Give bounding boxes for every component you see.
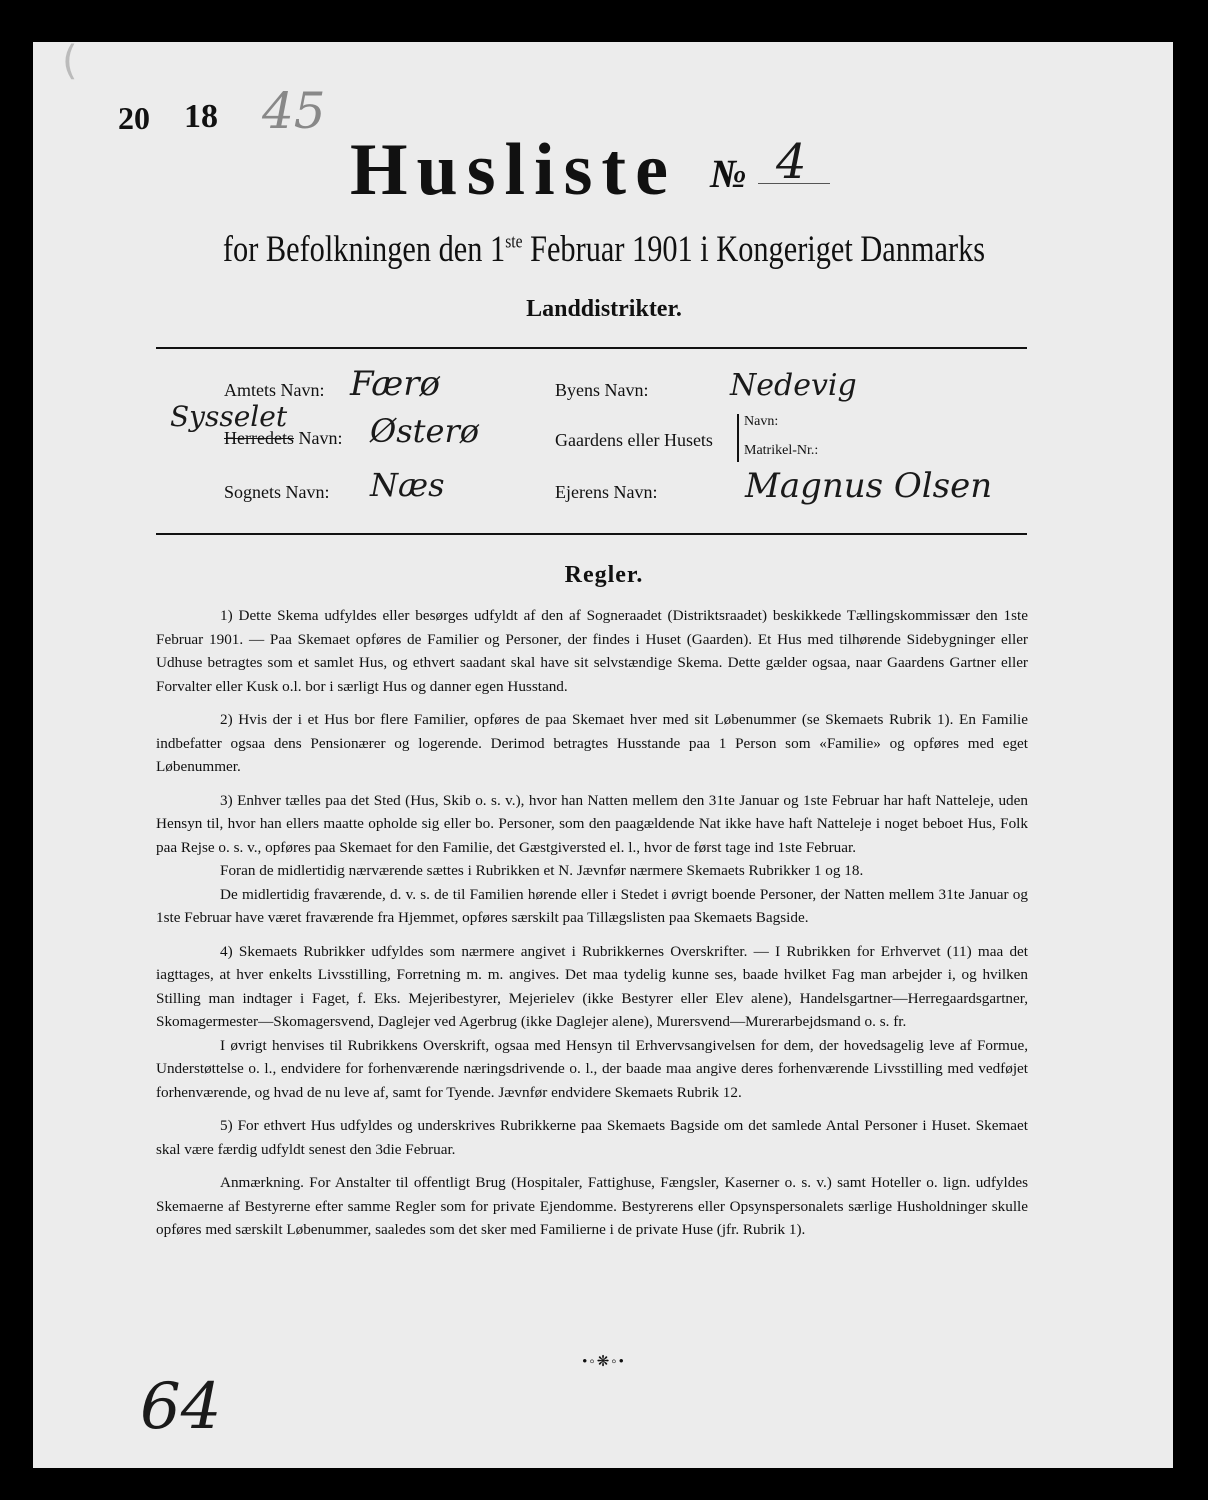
rules-title: Regler. xyxy=(564,562,644,588)
number-value: 4 xyxy=(776,134,807,190)
amt-label: Amtets Navn: xyxy=(224,380,325,400)
number-underline xyxy=(758,183,830,184)
by-value: Nedevig xyxy=(730,368,857,403)
form-number: 18 xyxy=(184,98,218,135)
sogn-label: Sognets Navn: xyxy=(224,482,330,502)
herred-value: Østerø xyxy=(370,412,480,450)
handwritten-number: 45 xyxy=(262,82,326,140)
divider-top xyxy=(156,347,1027,349)
ejer-label: Ejerens Navn: xyxy=(555,482,658,502)
form-number-prefix: 20 xyxy=(118,100,150,136)
rule-paragraph: 2) Hvis der i et Hus bor flere Familier, opføres de paa Skemaet hver med sit Løbenummer (se Skemaets Rubrik 1). En Familie indbefatter ogsaa dens Pensionærer og logerende. Derimod betragtes Husstande paa 1 Person som «Familie» og opføres med eget Løbenummer. xyxy=(156,711,1028,775)
rule-paragraph: 4) Skemaets Rubrikker udfyldes som nærmere angivet i Rubrikkernes Overskrifter. — I Rubrikken for Erhvervet (11) maa det iagttages, at hver enkelts Livsstilling, Forretning m. m. angives. Det maa tydelig kunne ses, baade hvilket Fag man arbejder i, og hvilken Stilling man indtager i Faget, f. Eks. Mejeribestyrer, Mejerielev (ikke Bestyrer eller Elev alene), Handelsgartner—Herregaardsgartner, Skomagermester—Skomagersvend, Daglejer ved Agerbrug (ikke Daglejer alene), Murersvend—Murerarbejdsmand o. s. fr. xyxy=(156,942,1028,1030)
rule-paragraph: 3) Enhver tælles paa det Sted (Hus, Skib o. s. v.), hvor han Natten mellem den 31te Januar og 1ste Februar har haft Natteleje, uden Hensyn til, hvor han ellers maatte opholde sig eller bo. Personer, som den paagældende Nat ikke have haft Natteleje i noget beboet Hus, Folk paa Rejse o. s. v., opføres paa Skemaet for den Familie, det Gæstgiversted el. l., hvor de først tage ind 1ste Februar. xyxy=(156,791,1028,856)
rules-text xyxy=(156,604,1028,1252)
ornament-divider: •◦❋◦• xyxy=(582,1354,626,1370)
form-subtitle-district: Landdistrikter. xyxy=(526,296,682,322)
herred-correction: Sysselet xyxy=(170,400,288,433)
gaard-bracket xyxy=(737,414,739,462)
corner-mark: ( xyxy=(62,38,78,84)
rule-paragraph: Foran de midlertidig nærværende sættes i Rubrikken et N. Jævnfør nærmere Skemaets Rubrikker 1 og 18. xyxy=(220,862,864,879)
number-label: № xyxy=(710,151,747,196)
sogn-value: Næs xyxy=(370,466,445,504)
gaard-matrikel-label: Matrikel-Nr.: xyxy=(744,443,819,458)
gaard-label: Gaardens eller Husets xyxy=(555,430,713,450)
form-title: Husliste xyxy=(350,129,677,211)
herred-label: Herredets Navn: xyxy=(224,428,343,448)
rule-paragraph: I øvrigt henvises til Rubrikkens Overskrift, ogsaa med Hensyn til Erhvervsangivelsen for dem, der hovedsagelig leve af Formue, Understøttelse o. l., endvidere for forhenværende næringsdrivende o. l., der baade maa angive deres forhenværende Livsstilling med vedføjet forhenværende, og hvad de nu leve af, samt for Tyende. Jævnfør endvidere Skemaets Rubrik 12. xyxy=(156,1036,1028,1101)
divider-bottom xyxy=(156,533,1027,535)
rule-paragraph: 1) Dette Skema udfyldes eller besørges udfyldt af den af Sogneraadet (Distriktsraadet) beskikkede Tællingskommissær den 1ste Februar 1901. — Paa Skemaet opføres de Familier og Personer, der findes i Huset (Gaarden). Et Hus med tilhørende Sidebygninger eller Udhuse betragtes som et samlet Hus, og ethvert saadant skal have sit selvstændige Skema. Dette gælder ogsaa, naar Gaardens Gartner eller Forvalter eller Kusk o.l. bor i særligt Hus og danner egen Husstand. xyxy=(156,607,1028,695)
rule-note: Anmærkning. For Anstalter til offentligt Brug (Hospitaler, Fattighuse, Fængsler, Kaserner o. s. v.) samt Hoteller o. lign. udfyldes Skemaerne af Bestyrerne efter samme Regler som for private Ejendomme. Bestyrerens eller Opsynspersonalets særlige Husholdninger skulle opføres med særskilt Løbenummer, saaledes som det sker med Familierne i de private Huse (jfr. Rubrik 1). xyxy=(156,1174,1028,1238)
rule-paragraph: De midlertidig fraværende, d. v. s. de til Familien hørende eller i Stedet i øvrigt boende Personer, der Natten mellem 31te Januar og 1ste Februar have været fraværende fra Hjemmet, opføres særskilt paa Tillægslisten paa Skemaets Bagside. xyxy=(156,885,1028,926)
rule-paragraph: 5) For ethvert Hus udfyldes og underskrives Rubrikkerne paa Skemaets Bagside om det samlede Antal Personer i Huset. Skemaet skal være færdig udfyldt senest den 3die Februar. xyxy=(156,1117,1028,1158)
gaard-navn-label: Navn: xyxy=(744,414,779,429)
amt-value: Færø xyxy=(350,364,440,404)
by-label: Byens Navn: xyxy=(555,380,649,400)
bottom-handwritten-number: 64 xyxy=(140,1370,222,1444)
ejer-value: Magnus Olsen xyxy=(745,466,993,506)
form-subtitle: for Befolkningen den 1ste Februar 1901 i Kongeriget Danmarks xyxy=(222,229,986,270)
